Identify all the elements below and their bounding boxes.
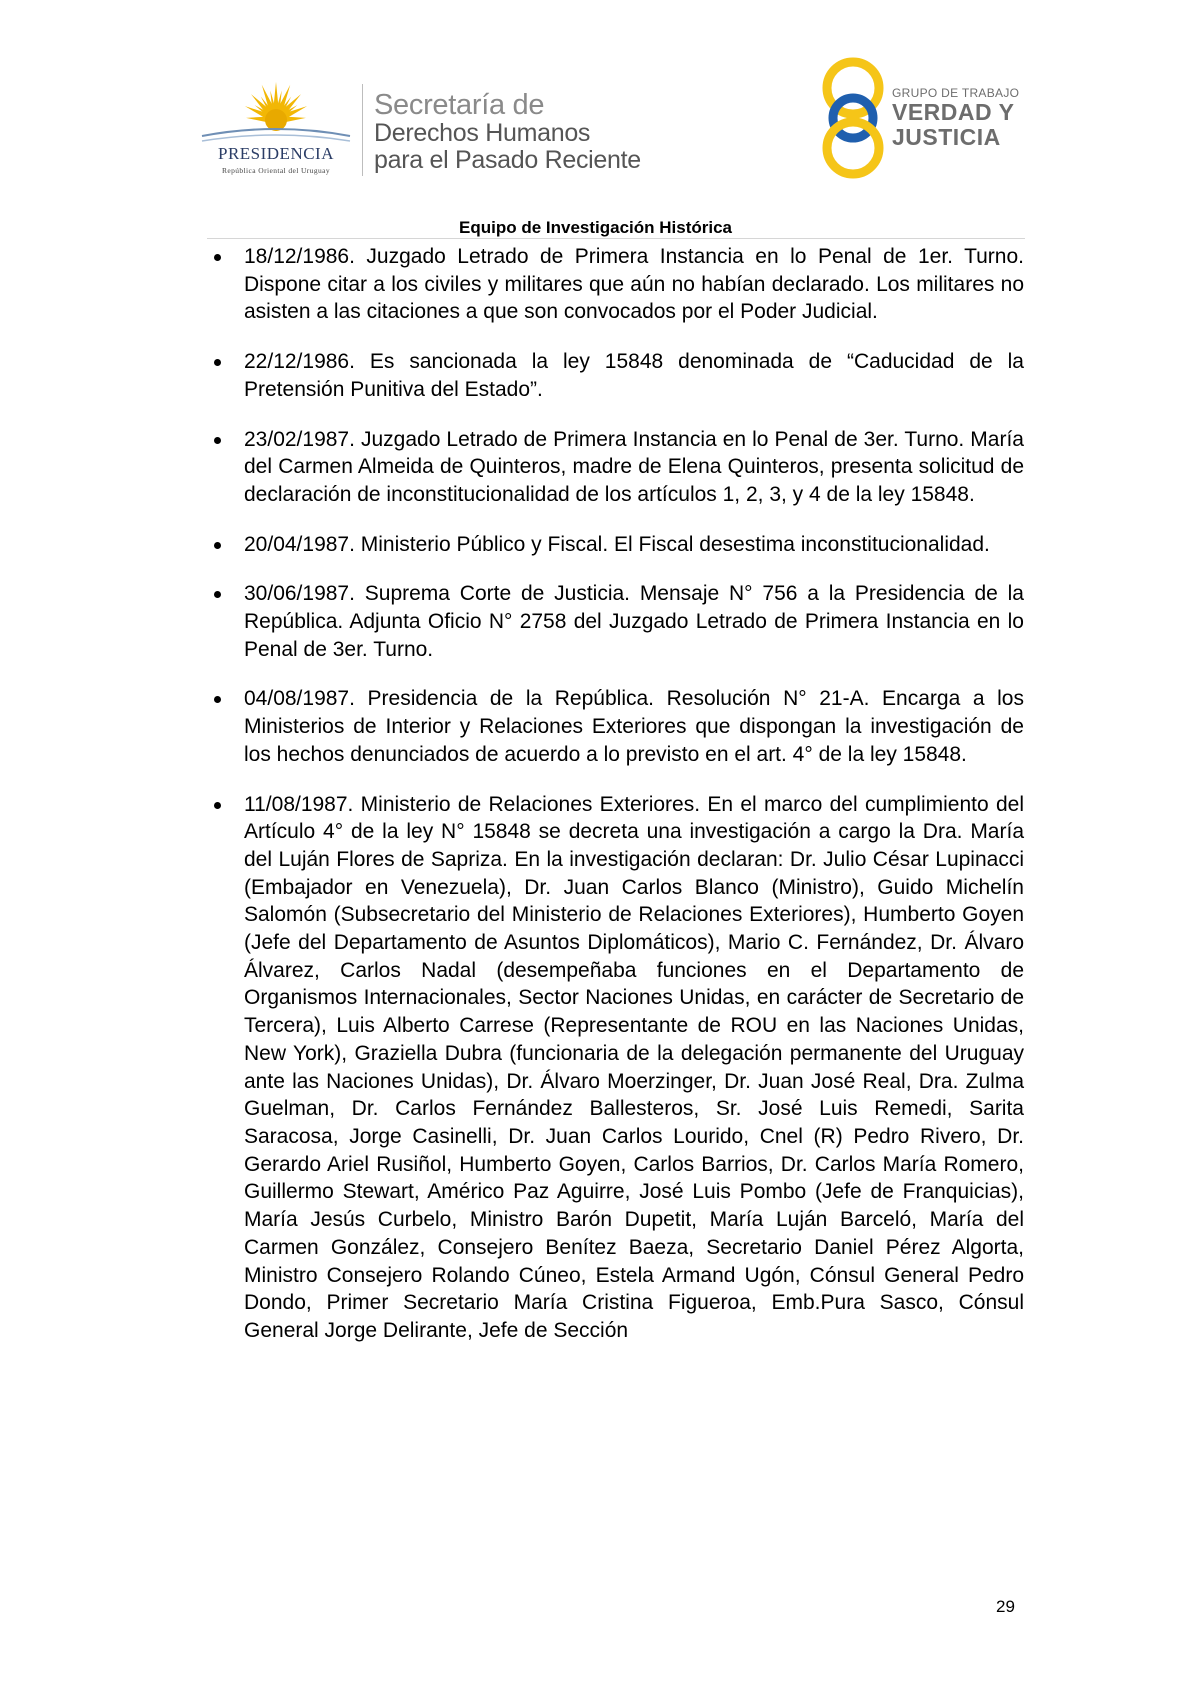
secretaria-line-2: Derechos Humanos — [374, 119, 591, 147]
grupo-line-3: JUSTICIA — [892, 124, 1001, 150]
presidencia-subtitle: República Oriental del Uruguay — [221, 166, 330, 175]
sun-emblem-icon — [196, 82, 356, 146]
timeline-entry: 04/08/1987. Presidencia de la República. Resolución N° 21-A. Encarga a los Ministerios de Interior y Relaciones Exteriores que dispongan la investigación de los hechos denunciados de acuerdo a lo previsto en el art. 4° de la ley 15848. — [244, 685, 1024, 768]
timeline-entry: 22/12/1986. Es sancionada la ley 15848 denominada de “Caducidad de la Pretensión Punitiva del Estado”. — [244, 348, 1024, 403]
header-divider — [362, 84, 363, 176]
secretaria-logo-text — [374, 90, 641, 174]
verdad-justicia-logo — [818, 56, 1058, 180]
timeline-entry: 11/08/1987. Ministerio de Relaciones Exteriores. En el marco del cumplimiento del Artículo 4° de la ley N° 15848 se decreta una investigación a cargo la Dra. María del Luján Flores de Sapriza. En la investigación declaran: Dr. Julio César Lupinacci (Embajador en Venezuela), Dr. Juan Carlos Blanco (Ministro), Guido Michelín Salomón (Subsecretario del Ministerio de Relaciones Exteriores), Humberto Goyen (Jefe del Departamento de Asuntos Diplomáticos), Mario C. Fernández, Dr. Álvaro Álvarez, Carlos Nadal (desempeñaba funciones en el Departamento de Organismos Internacionales, Sector Naciones Unidas, en carácter de Secretario de Tercera), Luis Alberto Carrese (Representante de ROU en las Naciones Unidas, New York), Graziella Dubra (funcionaria de la delegación permanente del Uruguay ante las Naciones Unidas), Dr. Álvaro Moerzinger, Dr. Juan José Real, Dra. Zulma Guelman, Dr. Carlos Fernández Ballesteros, Sr. José Luis Remedi, Sarita Saracosa, Jorge Casinelli, Dr. Juan Carlos Lourido, Cnel (R) Pedro Rivero, Dr. Gerardo Ariel Rusiñol, Humberto Goyen, Carlos Barrios, Dr. Carlos María Romero, Guillermo Stewart, Américo Paz Aguirre, José Luis Pombo (Jefe de Franquicias), María Jesús Curbelo, Ministro Barón Dupetit, María Luján Barceló, María del Carmen González, Consejero Benítez Baeza, Secretario Daniel Pérez Algorta, Ministro Consejero Rolando Cúneo, Estela Armand Ugón, Cónsul General Pedro Dondo, Primer Secretario María Cristina Figueroa, Emb.Pura Sasco, Cónsul General Jorge Delirante, Jefe de Sección — [244, 791, 1024, 1345]
interlocked-rings-icon — [818, 56, 888, 180]
header-rule — [207, 238, 1025, 239]
timeline-entry: 20/04/1987. Ministerio Público y Fiscal. El Fiscal desestima inconstitucionalidad. — [244, 531, 1024, 559]
secretaria-line-1: Secretaría de — [374, 89, 545, 121]
grupo-line-1: GRUPO DE TRABAJO — [892, 86, 1020, 100]
timeline-entry: 30/06/1987. Suprema Corte de Justicia. Mensaje N° 756 a la Presidencia de la República. Adjunta Oficio N° 2758 del Juzgado Letrado de Primera Instancia en lo Penal de 3er. Turno. — [244, 580, 1024, 663]
team-title: Equipo de Investigación Histórica — [459, 218, 732, 237]
presidencia-wordmark: PRESIDENCIA — [217, 144, 334, 163]
presidencia-logo — [196, 82, 356, 182]
verdad-justicia-text — [892, 86, 1019, 150]
page-number: 29 — [996, 1597, 1015, 1616]
timeline-entry: 23/02/1987. Juzgado Letrado de Primera Instancia en lo Penal de 3er. Turno. María del Carmen Almeida de Quinteros, madre de Elena Quinteros, presenta solicitud de declaración de inconstitucionalidad de los artículos 1, 2, 3, y 4 de la ley 15848. — [244, 426, 1024, 509]
timeline-entry: 18/12/1986. Juzgado Letrado de Primera Instancia en lo Penal de 1er. Turno. Dispone citar a los civiles y militares que aún no habían declarado. Los militares no asisten a las citaciones a que son convocados por el Poder Judicial. — [244, 243, 1024, 326]
secretaria-line-3: para el Pasado Reciente — [374, 146, 641, 174]
grupo-line-2: VERDAD Y — [892, 99, 1015, 125]
timeline-list — [244, 243, 1024, 1367]
page-header — [0, 0, 1191, 200]
